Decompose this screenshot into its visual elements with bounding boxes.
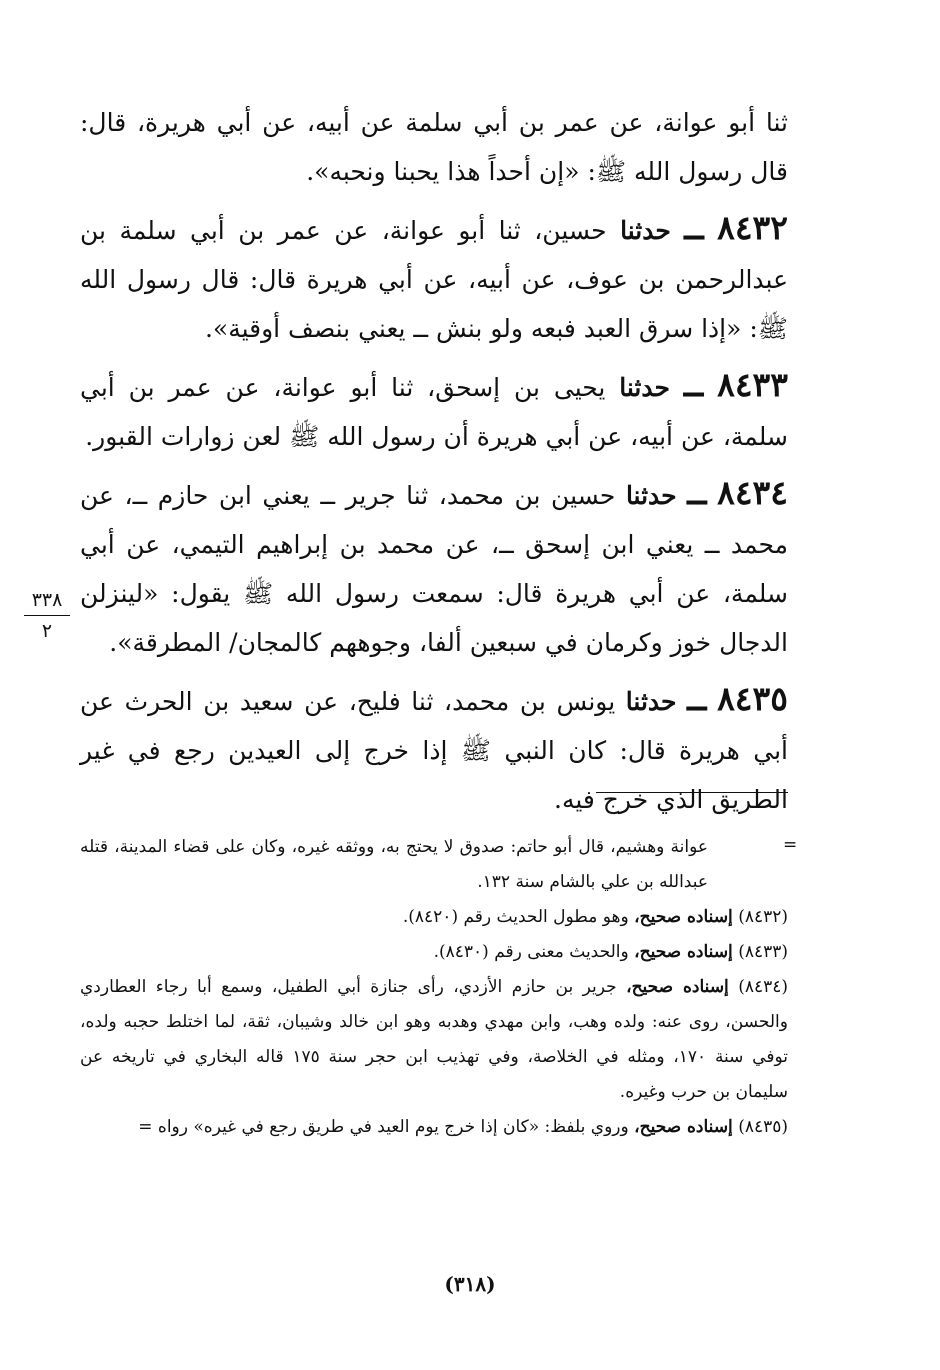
hadith-text: حسين، ثنا أبو عوانة، عن عمر بن أبي سلمة بن عبدالرحمن بن عوف، عن أبيه، عن أبي هريرة قال: قال رسول الله ﷺ: «إذا سرق العبد فبعه ولو بنش ــ يعني بنصف أوقية». [80,216,788,343]
hadith-8435 [80,674,788,824]
hadith-keyword: حدثنا [625,481,677,510]
footnote-continuation-mark: = [783,835,798,855]
hadith-text: حسين بن محمد، ثنا جرير ــ يعني ابن حازم ــ، عن محمد ــ يعني ابن إسحق ــ، عن محمد بن إبراهيم التيمي، عن أبي سلمة، عن أبي هريرة قال: سمعت رسول الله ﷺ يقول: «لينزلن الدجال خوز وكرمان في سبعين ألفا، وجوههم كالمجان/ المطرقة». [80,481,788,657]
footnote-text: وهو مطول الحديث رقم (٨٤٢٠). [402,907,629,927]
hadith-dash: ــ [687,679,707,718]
footnote-text: جرير بن حازم الأزدي، رأى جنازة أبي الطفيل، وسمع أبا رجاء العطاردي والحسن، روى عنه: ولده وهب، وابن مهدي وهدبه وهو ابن خالد وشيبان، ثقة، لما اختلط حجبه ولده، توفي سنة ١٧٠، ومثله في الخلاصة، وفي تهذيب ابن حجر سنة ١٧٥ قاله البخاري في تاريخه عن سليمان بن حرب وغيره. [80,977,788,1102]
hadith-8432 [80,203,788,353]
footnote-8435 [80,1110,788,1145]
footnote-text: وروي بلفظ: «كان إذا خرج يوم العيد في طريق رجع في غيره» رواه = [138,1117,629,1137]
hadith-number: ٨٤٣٢ [717,208,788,247]
hadith-keyword: حدثنا [620,216,671,245]
hadith-number: ٨٤٣٥ [717,679,788,718]
hadith-8433 [80,360,788,461]
hadith-keyword: حدثنا [625,687,677,716]
footnote-ref: (٨٤٣٤) [738,977,789,997]
intro-paragraph: ثنا أبو عوانة، عن عمر بن أبي سلمة عن أبيه، عن أبي هريرة، قال: قال رسول الله ﷺ: «إن أحداً هذا يحبنا ونحبه». [80,108,788,186]
footnote-keyword: إسناده صحيح، [634,1117,733,1137]
hadith-8434 [80,468,788,667]
main-text [80,98,788,831]
footnote-divider [596,792,788,793]
margin-ref-volume: ٣٣٨ [24,588,70,616]
footnote-text: والحديث معنى رقم (٨٤٣٠). [433,942,629,962]
footnote-continuation: عوانة وهشيم، قال أبو حاتم: صدوق لا يحتج به، ووثقه غيره، وكان على قضاء المدينة، قتله عبدالله بن علي بالشام سنة ١٣٢. [80,837,708,892]
footnote-keyword: إسناده صحيح، [634,942,733,962]
footnote-ref: (٨٤٣٣) [738,942,788,962]
hadith-keyword: حدثنا [619,373,670,402]
hadith-number: ٨٤٣٤ [717,473,789,512]
hadith-text: يحيى بن إسحق، ثنا أبو عوانة، عن عمر بن أبي سلمة، عن أبيه، عن أبي هريرة أن رسول الله ﷺ لعن زوارات القبور. [80,373,788,451]
footnote-8433 [80,935,788,970]
hadith-text: يونس بن محمد، ثنا فليح، عن سعيد بن الحرث عن أبي هريرة قال: كان النبي ﷺ إذا خرج إلى العيدين رجع في غير الطريق الذي خرج فيه. [80,687,788,814]
footnote-ref: (٨٤٣٢) [738,907,788,927]
footnote-keyword: إسناده صحيح، [626,977,729,997]
margin-ref-part: ٢ [41,620,53,642]
hadith-dash: ــ [687,473,707,512]
footnote-8432 [80,900,788,935]
hadith-dash: ــ [683,365,704,404]
hadith-dash: ــ [684,208,704,247]
footnote-ref: (٨٤٣٥) [738,1117,788,1137]
hadith-number: ٨٤٣٣ [717,365,788,404]
footnotes [80,830,788,1145]
footnote-8434 [80,970,788,1110]
margin-reference [24,588,70,643]
footnote-keyword: إسناده صحيح، [634,907,733,927]
page-number: (٣١٨) [444,1272,496,1296]
